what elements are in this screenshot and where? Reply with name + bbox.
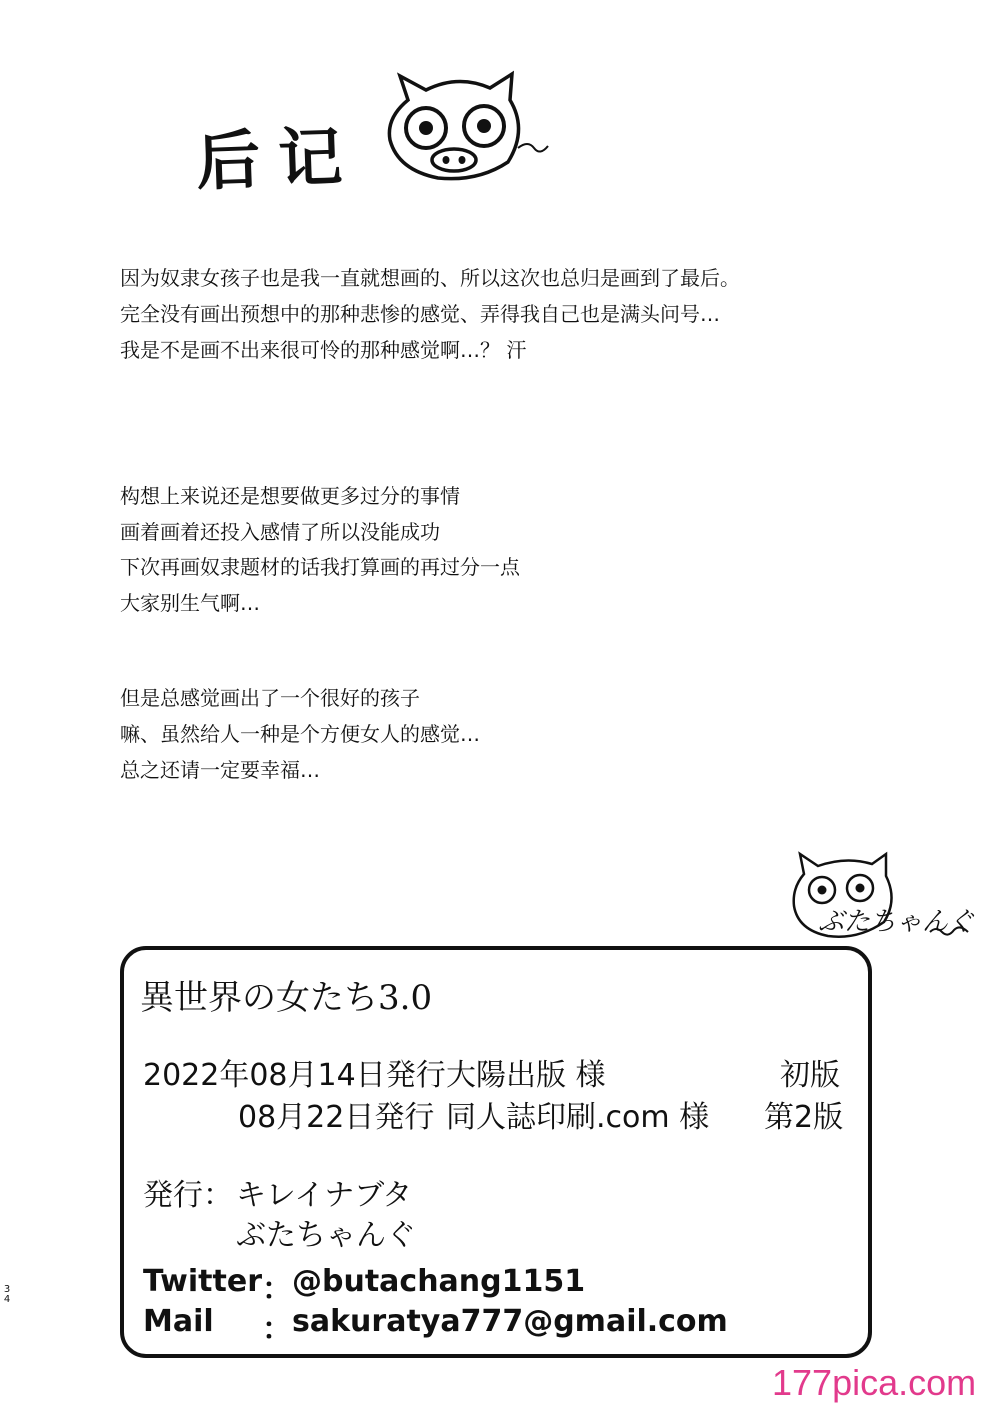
edition1-date: 2022年08月14日発行 — [143, 1058, 446, 1093]
pig-doodle-icon — [378, 70, 558, 190]
edition1-label: 初版 — [780, 1058, 840, 1093]
page-number-digit: 4 — [3, 1294, 11, 1305]
edition2-printer: 同人誌印刷.com 様 — [446, 1100, 710, 1135]
twitter-separator: ： — [262, 1272, 292, 1307]
mail-label: Mail — [143, 1304, 214, 1339]
body-text-line: 大家别生气啊… — [120, 591, 260, 615]
signature-text: ぶたちゃんぐ — [818, 907, 975, 937]
edition2-date: 08月22日発行 — [238, 1100, 435, 1135]
publisher-circle: キレイナブタ — [236, 1178, 413, 1213]
body-text-line: 画着画着还投入感情了所以没能成功 — [120, 520, 440, 544]
publisher-label: 発行： — [143, 1178, 233, 1213]
mail-address[interactable]: sakuratya777@gmail.com — [292, 1304, 728, 1339]
twitter-handle[interactable]: @butachang1151 — [292, 1264, 586, 1299]
signature-pig-icon — [788, 850, 978, 950]
body-text-line: 完全没有画出预想中的那种悲惨的感觉、弄得我自己也是满头问号… — [120, 302, 720, 326]
page-number — [3, 1285, 11, 1305]
watermark: 177pica.com — [772, 1362, 977, 1403]
body-text-line: 但是总感觉画出了一个很好的孩子 — [120, 686, 420, 710]
body-text-line: 嘛、虽然给人一种是个方便女人的感觉… — [120, 722, 480, 746]
edition1-printer: 大陽出版 様 — [446, 1058, 606, 1093]
body-text-line: 我是不是画不出来很可怜的那种感觉啊…？ 汗 — [120, 338, 527, 362]
body-text-line: 因为奴隶女孩子也是我一直就想画的、所以这次也总归是画到了最后。 — [120, 266, 740, 290]
page-number-digit: 3 — [3, 1284, 11, 1295]
mail-separator: ： — [262, 1312, 292, 1347]
body-text-line: 下次再画奴隶题材的话我打算画的再过分一点 — [120, 555, 520, 579]
edition2-label: 第2版 — [764, 1100, 844, 1135]
body-text-line: 总之还请一定要幸福… — [120, 758, 320, 782]
page-title: 后记 — [194, 120, 362, 200]
publisher-author: ぶたちゃんぐ — [236, 1218, 416, 1253]
body-text-line: 构想上来说还是想要做更多过分的事情 — [120, 484, 460, 508]
twitter-label: Twitter — [143, 1264, 262, 1299]
book-title: 異世界の女たち3.0 — [140, 978, 433, 1018]
